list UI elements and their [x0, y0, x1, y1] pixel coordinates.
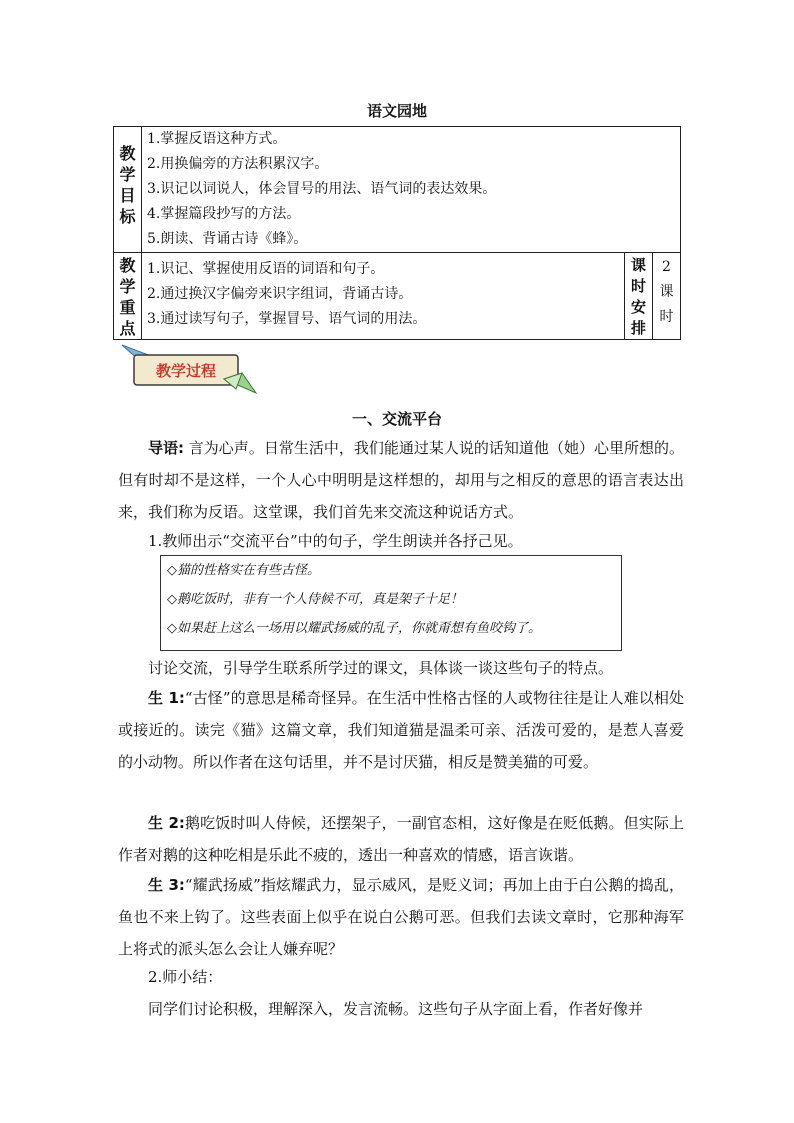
objectives-label-char: 教 — [119, 144, 136, 163]
student-3-paragraph — [118, 869, 684, 965]
quote-box — [160, 555, 622, 651]
key-point-item: 2.通过换汉字偏旁来识字组词，背诵古诗。 — [147, 286, 413, 302]
schedule-value-char: 2 — [662, 259, 671, 275]
teaching-process-banner — [120, 343, 260, 395]
key-point-item: 3.通过读写句子，掌握冒号、语气词的用法。 — [147, 311, 427, 327]
intro-text: 言为心声。日常生活中，我们能通过某人说的话知道他（她）心里所想的。但有时却不是这样，一个人心中明明是这样想的，却用与之相反的意思的语言表达出来，我们称为反语。这堂课，我们首先来交流这种说话方式。 — [118, 439, 684, 521]
objectives-label — [114, 127, 142, 253]
student-1-text: “古怪”的意思是稀奇怪异。在生活中性格古怪的人或物往往是让人难以相处或接近的。读完《猫》这篇文章，我们知道猫是温柔可亲、活泼可爱的，是惹人喜爱的小动物。所以作者在这句话里，并不是讨厌猫，相反是赞美猫的可爱。 — [118, 689, 684, 771]
schedule-label-char: 时 — [630, 277, 646, 295]
schedule-label-char: 排 — [630, 319, 646, 337]
key-point-item: 1.识记、掌握使用反语的词语和句子。 — [147, 261, 385, 277]
quote-item: ◇如果赶上这么一场用以耀武扬威的乱子，你就甭想有鱼咬钩了。 — [167, 621, 541, 636]
objective-item: 2.用换偏旁的方法积累汉字。 — [147, 156, 329, 172]
key-label-char: 学 — [119, 277, 136, 296]
student-1-label: 生 1: — [148, 689, 185, 707]
intro-paragraph — [118, 432, 684, 528]
step-2: 2.师小结： — [148, 968, 223, 986]
lesson-plan-table — [113, 126, 681, 340]
key-points-cell — [142, 253, 625, 340]
quote-item: ◇猫的性格实在有些古怪。 — [167, 563, 320, 578]
objectives-cell — [142, 127, 681, 253]
section-title: 一、交流平台 — [351, 410, 442, 428]
objective-item: 4.掌握篇段抄写的方法。 — [147, 206, 301, 222]
student-2-paragraph — [118, 807, 684, 871]
student-3-label: 生 3: — [148, 876, 185, 894]
schedule-label-char: 安 — [630, 298, 646, 316]
objective-item: 3.识记以词说人，体会冒号的用法、语气词的表达效果。 — [147, 181, 497, 197]
student-1-paragraph — [118, 682, 684, 778]
schedule-value — [653, 253, 681, 340]
step-1: 1.教师出示“交流平台”中的句子，学生朗读并各抒己见。 — [148, 532, 523, 550]
objective-item: 5.朗读、背诵古诗《蜂》。 — [147, 231, 308, 247]
discussion-paragraph: 讨论交流，引导学生联系所学过的课文，具体谈一谈这些句子的特点。 — [148, 659, 614, 677]
student-2-label: 生 2: — [148, 814, 185, 832]
objectives-label-char: 学 — [119, 165, 136, 184]
page-title: 语文园地 — [366, 102, 427, 120]
summary-paragraph: 同学们讨论积极，理解深入，发言流畅。这些句子从字面上看，作者好像并 — [148, 1000, 644, 1018]
objectives-label-char: 目 — [119, 186, 136, 205]
schedule-label-char: 课 — [630, 256, 646, 274]
key-label-char: 教 — [119, 256, 136, 275]
schedule-label — [625, 253, 653, 340]
objectives-label-char: 标 — [119, 207, 136, 226]
schedule-value-char: 时 — [659, 309, 674, 325]
intro-label: 导语: — [148, 439, 185, 457]
objective-item: 1.掌握反语这种方式。 — [147, 131, 287, 147]
banner-text: 教学过程 — [155, 362, 217, 380]
student-2-text: 鹅吃饭时叫人侍候，还摆架子，一副官态相，这好像是在贬低鹅。但实际上作者对鹅的这种吃相是乐此不疲的，透出一种喜欢的情感，语言诙谐。 — [118, 814, 684, 864]
key-label-char: 重 — [119, 298, 136, 317]
schedule-value-char: 课 — [659, 284, 674, 300]
key-points-label — [114, 253, 142, 340]
quote-item: ◇鹅吃饭时，非有一个人侍候不可，真是架子十足！ — [167, 592, 463, 607]
student-3-text: “耀武扬威”指炫耀武力，显示威风，是贬义词；再加上由于白公鹅的捣乱，鱼也不来上钩了。这些表面上似乎在说白公鹅可恶。但我们去读文章时，它那种海军上将式的派头怎么会让人嫌弃呢？ — [118, 876, 684, 958]
key-label-char: 点 — [119, 319, 136, 338]
